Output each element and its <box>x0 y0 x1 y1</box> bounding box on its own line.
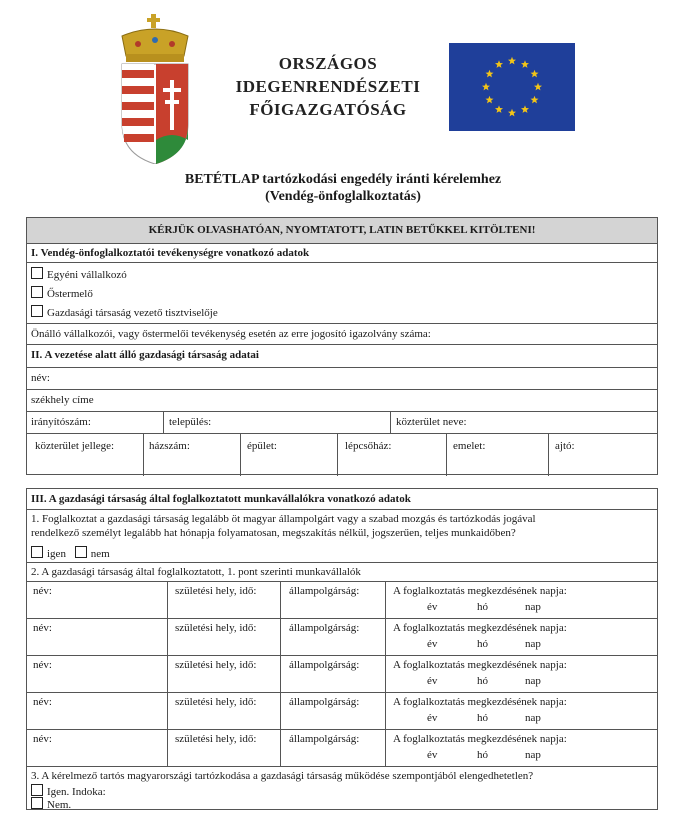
company-seat-field[interactable]: székhely címe <box>31 394 94 406</box>
question-1-line-2: rendelkező személyt legalább hat hónapja folyamatosan, megszakítás nélkül, jogszerűen, teljes munkaidőben? <box>31 527 516 539</box>
section-1-heading: I. Vendég-önfoglalkoztatói tevékenységre vonatkozó adatok <box>31 247 310 259</box>
employee-citizenship-field[interactable]: állampolgárság: <box>289 733 360 745</box>
license-number-field[interactable]: Önálló vállalkozói, vagy őstermelői tevékenység esetén az erre jogosító igazolvány száma: <box>31 328 431 340</box>
employee-row-divider <box>27 692 657 693</box>
start-month-field[interactable]: hó <box>477 638 488 650</box>
employment-start-label: A foglalkoztatás megkezdésének napja: <box>393 733 567 745</box>
column-divider <box>385 655 386 692</box>
employee-birth-field[interactable]: születési hely, idő: <box>175 585 257 597</box>
q1-no-label: nem <box>90 548 110 560</box>
employee-row-divider <box>27 618 657 619</box>
sole-trader-checkbox[interactable] <box>31 267 43 279</box>
section-2-heading: II. A vezetése alatt álló gazdasági társaság adatai <box>31 349 259 361</box>
door-field[interactable]: ajtó: <box>555 440 575 452</box>
agency-line-1: ORSZÁGOS <box>278 54 378 73</box>
start-day-field[interactable]: nap <box>525 638 541 650</box>
staircase-field[interactable]: lépcsőház: <box>345 440 392 452</box>
section-1-2-table <box>26 217 658 475</box>
employee-name-field[interactable]: név: <box>33 622 52 634</box>
column-divider <box>280 655 281 692</box>
farmer-checkbox[interactable] <box>31 286 43 298</box>
column-divider <box>280 581 281 618</box>
start-month-field[interactable]: hó <box>477 675 488 687</box>
employee-citizenship-field[interactable]: állampolgárság: <box>289 622 360 634</box>
fill-instruction-banner: KÉRJÜK OLVASHATÓAN, NYOMTATOTT, LATIN BETŰKKEL KITÖLTENI! <box>27 218 657 243</box>
employee-name-field[interactable]: név: <box>33 585 52 597</box>
employee-name-field[interactable]: név: <box>33 659 52 671</box>
start-day-field[interactable]: nap <box>525 749 541 761</box>
column-divider <box>385 618 386 655</box>
start-year-field[interactable]: év <box>427 712 438 724</box>
employment-start-label: A foglalkoztatás megkezdésének napja: <box>393 585 567 597</box>
column-divider <box>280 618 281 655</box>
start-day-field[interactable]: nap <box>525 712 541 724</box>
zip-field[interactable]: irányítószám: <box>31 416 91 428</box>
employee-name-field[interactable]: név: <box>33 696 52 708</box>
employment-start-label: A foglalkoztatás megkezdésének napja: <box>393 659 567 671</box>
employee-citizenship-field[interactable]: állampolgárság: <box>289 696 360 708</box>
start-day-field[interactable]: nap <box>525 601 541 613</box>
q3-no-label: Nem. <box>47 799 72 811</box>
q1-yes-label: igen <box>47 548 66 560</box>
q3-yes-label: Igen. Indoka: <box>47 786 106 798</box>
start-month-field[interactable]: hó <box>477 601 488 613</box>
street-name-field[interactable]: közterület neve: <box>396 416 467 428</box>
employment-start-label: A foglalkoztatás megkezdésének napja: <box>393 622 567 634</box>
section-3-heading: III. A gazdasági társaság által foglalkoztatott munkavállalókra vonatkozó adatok <box>31 493 411 505</box>
employee-birth-field[interactable]: születési hely, idő: <box>175 659 257 671</box>
employment-start-label: A foglalkoztatás megkezdésének napja: <box>393 696 567 708</box>
employee-name-field[interactable]: név: <box>33 733 52 745</box>
agency-line-3: FŐIGAZGATÓSÁG <box>249 100 407 119</box>
start-year-field[interactable]: év <box>427 638 438 650</box>
column-divider <box>385 729 386 766</box>
start-year-field[interactable]: év <box>427 675 438 687</box>
company-name-field[interactable]: név: <box>31 372 50 384</box>
start-year-field[interactable]: év <box>427 601 438 613</box>
column-divider <box>167 692 168 729</box>
eu-flag-icon <box>449 43 575 131</box>
sole-trader-label: Egyéni vállalkozó <box>47 269 127 281</box>
column-divider <box>167 655 168 692</box>
employee-row-divider <box>27 729 657 730</box>
column-divider <box>167 581 168 618</box>
start-day-field[interactable]: nap <box>525 675 541 687</box>
employee-birth-field[interactable]: születési hely, idő: <box>175 696 257 708</box>
company-officer-label: Gazdasági társaság vezető tisztviselője <box>47 307 218 319</box>
employee-birth-field[interactable]: születési hely, idő: <box>175 733 257 745</box>
form-subtitle: (Vendég-önfoglalkoztatás) <box>265 189 421 204</box>
start-month-field[interactable]: hó <box>477 749 488 761</box>
employee-birth-field[interactable]: születési hely, idő: <box>175 622 257 634</box>
form-title: BETÉTLAP tartózkodási engedély iránti kérelemhez <box>184 172 502 187</box>
employee-citizenship-field[interactable]: állampolgárság: <box>289 659 360 671</box>
question-3-label: 3. A kérelmező tartós magyarországi tartózkodása a gazdasági társaság működése szempontjából elengedhetetlen? <box>31 770 534 782</box>
column-divider <box>280 692 281 729</box>
q3-yes-checkbox[interactable] <box>31 784 43 796</box>
company-officer-checkbox[interactable] <box>31 305 43 317</box>
employee-citizenship-field[interactable]: állampolgárság: <box>289 585 360 597</box>
section-3-table <box>26 488 658 810</box>
column-divider <box>167 729 168 766</box>
question-1-line-1: 1. Foglalkoztat a gazdasági társaság legalább öt magyar állampolgárt vagy a szabad mozgás és tartózkodás jogával <box>31 513 536 525</box>
farmer-label: Őstermelő <box>47 288 93 300</box>
q1-yes-checkbox[interactable] <box>31 546 43 558</box>
agency-name <box>228 52 428 121</box>
q3-no-option <box>31 797 71 811</box>
employee-row-divider <box>27 655 657 656</box>
start-year-field[interactable]: év <box>427 749 438 761</box>
house-number-field[interactable]: házszám: <box>149 440 190 452</box>
option-company-officer <box>31 305 218 319</box>
column-divider <box>280 729 281 766</box>
q3-yes-option <box>31 784 106 798</box>
agency-line-2: IDEGENRENDÉSZETI <box>235 77 421 96</box>
q3-no-checkbox[interactable] <box>31 797 43 809</box>
question-2-label: 2. A gazdasági társaság által foglalkoztatott, 1. pont szerinti munkavállalók <box>31 566 361 578</box>
column-divider <box>385 581 386 618</box>
city-field[interactable]: település: <box>169 416 212 428</box>
column-divider <box>385 692 386 729</box>
street-type-field[interactable]: közterület jellege: <box>35 440 115 452</box>
option-sole-trader <box>31 267 127 281</box>
q1-no-checkbox[interactable] <box>75 546 87 558</box>
question-1-answers <box>31 546 110 560</box>
start-month-field[interactable]: hó <box>477 712 488 724</box>
building-field[interactable]: épület: <box>247 440 277 452</box>
option-farmer <box>31 286 93 300</box>
hungarian-coat-of-arms-icon <box>118 14 192 164</box>
floor-field[interactable]: emelet: <box>453 440 486 452</box>
column-divider <box>167 618 168 655</box>
